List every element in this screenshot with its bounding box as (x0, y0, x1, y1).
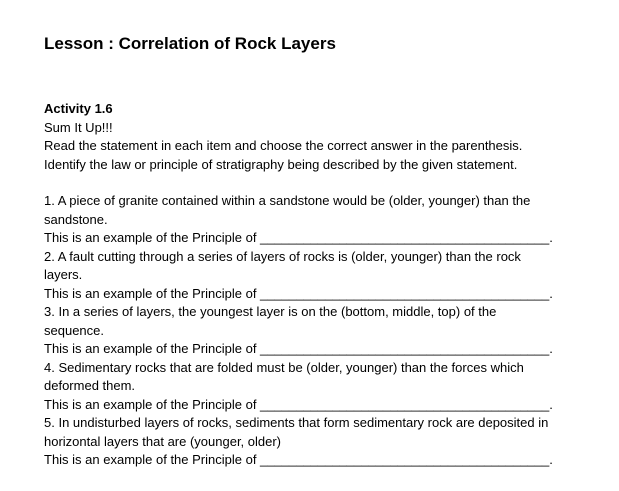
question-statement-continued: layers. (44, 267, 83, 282)
principle-answer-line: This is an example of the Principle of ________________________________________. (44, 285, 553, 301)
question-item (44, 414, 604, 470)
principle-answer-line: This is an example of the Principle of ________________________________________. (44, 452, 553, 467)
instruction-line: Identify the law or principle of stratigraphy being described by the given statement. (44, 156, 518, 172)
principle-answer-line: This is an example of the Principle of ________________________________________. (44, 230, 553, 245)
question-statement-continued: sandstone. (44, 211, 108, 227)
spacer (44, 174, 604, 192)
lesson-title: Lesson : Correlation of Rock Layers (44, 34, 336, 53)
activity-heading: Activity 1.6 (44, 101, 113, 116)
question-item (44, 359, 604, 415)
question-item (44, 303, 604, 359)
activity-subtitle: Sum It Up!!! (44, 119, 113, 135)
principle-answer-line: This is an example of the Principle of ________________________________________. (44, 341, 553, 356)
question-statement: 5. In undisturbed layers of rocks, sediments that form sedimentary rock are deposited in (44, 415, 549, 430)
principle-answer-line: This is an example of the Principle of ________________________________________. (44, 396, 553, 412)
activity-section (44, 100, 604, 470)
question-statement: 4. Sedimentary rocks that are folded must be (older, younger) than the forces which (44, 359, 524, 375)
question-statement-continued: sequence. (44, 322, 104, 338)
question-item (44, 248, 604, 304)
question-statement: 1. A piece of granite contained within a sandstone would be (older, younger) than the (44, 193, 531, 208)
question-statement-continued: deformed them. (44, 378, 136, 393)
question-statement: 2. A fault cutting through a series of layers of rocks is (older, younger) than the rock (44, 248, 521, 264)
question-statement: 3. In a series of layers, the youngest layer is on the (bottom, middle, top) of the (44, 304, 497, 319)
question-statement-continued: horizontal layers that are (younger, older) (44, 433, 282, 449)
instruction-line: Read the statement in each item and choose the correct answer in the parenthesis. (44, 138, 523, 153)
question-item (44, 192, 604, 248)
